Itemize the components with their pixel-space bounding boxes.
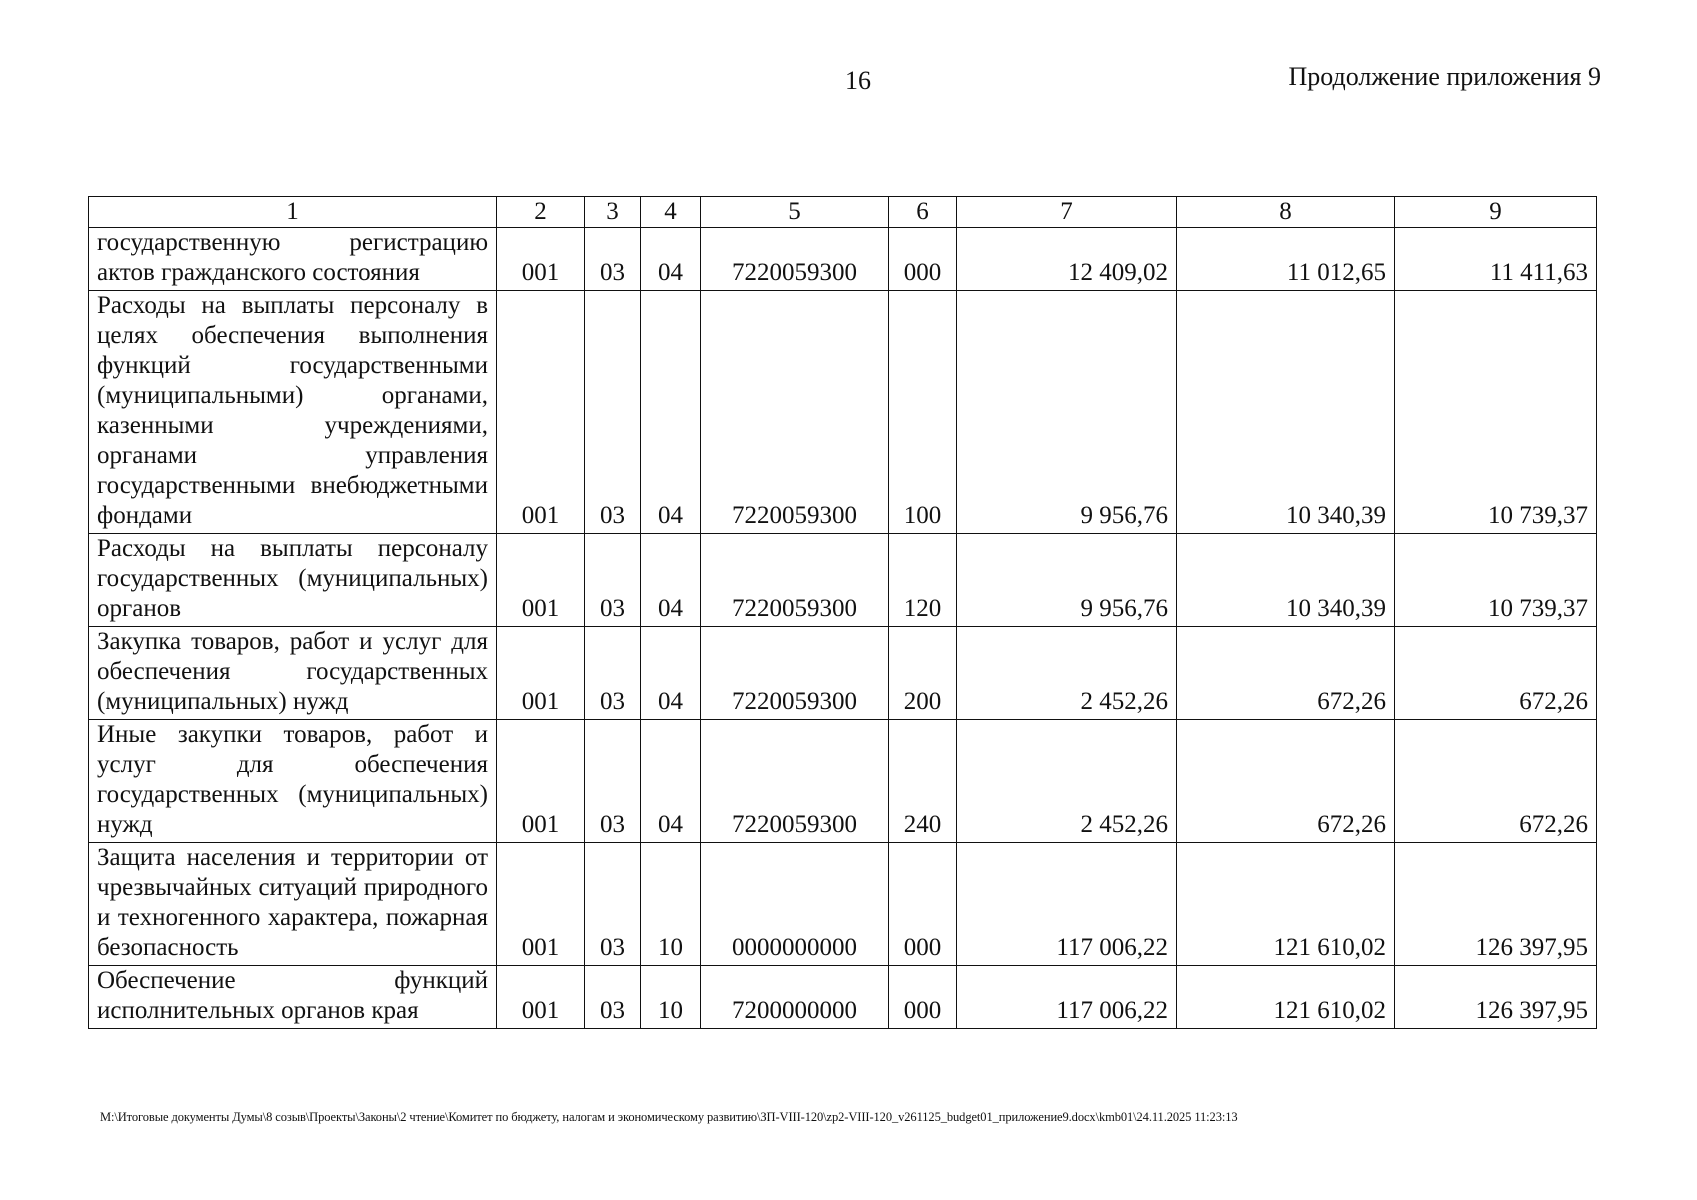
cell-expense-type: 200 — [889, 627, 957, 720]
row-name: государственную регистрацию актов гражданского состояния — [89, 228, 497, 291]
cell-target-article: 0000000000 — [701, 843, 889, 966]
table-row — [89, 291, 1597, 534]
table-header-row — [89, 197, 1597, 228]
table-row — [89, 627, 1597, 720]
cell-amount-col9: 10 739,37 — [1395, 534, 1597, 627]
cell-code: 001 — [497, 228, 585, 291]
cell-subsection: 04 — [641, 228, 701, 291]
continuation-label: Продолжение приложения 9 — [1288, 62, 1601, 91]
table-row — [89, 966, 1597, 1029]
cell-amount-col8: 11 012,65 — [1177, 228, 1395, 291]
column-header: 7 — [957, 197, 1177, 228]
column-header: 3 — [585, 197, 641, 228]
cell-subsection: 04 — [641, 627, 701, 720]
cell-subsection: 10 — [641, 966, 701, 1029]
cell-amount-col7: 2 452,26 — [957, 627, 1177, 720]
file-path-footer: M:\Итоговые документы Думы\8 созыв\Проекты\Законы\2 чтение\Комитет по бюджету, налогам и экономическому развитию\ЗП-VIII-120\zp2-VIII-120_v261125_budget01_приложение9.docx\kmb01\24.11.2025 11:23:13 — [100, 1110, 1238, 1124]
cell-section: 03 — [585, 720, 641, 843]
cell-code: 001 — [497, 627, 585, 720]
table-row — [89, 228, 1597, 291]
row-name: Обеспечение функций исполнительных органов края — [89, 966, 497, 1029]
cell-amount-col8: 121 610,02 — [1177, 966, 1395, 1029]
cell-amount-col9: 672,26 — [1395, 627, 1597, 720]
budget-table — [88, 196, 1597, 1029]
page-number: 16 — [845, 66, 871, 95]
row-name: Закупка товаров, работ и услуг для обеспечения государственных (муниципальных) нужд — [89, 627, 497, 720]
cell-expense-type: 000 — [889, 843, 957, 966]
cell-expense-type: 100 — [889, 291, 957, 534]
cell-amount-col9: 11 411,63 — [1395, 228, 1597, 291]
column-header: 4 — [641, 197, 701, 228]
cell-code: 001 — [497, 843, 585, 966]
column-header: 6 — [889, 197, 957, 228]
cell-section: 03 — [585, 966, 641, 1029]
cell-target-article: 7220059300 — [701, 228, 889, 291]
cell-section: 03 — [585, 843, 641, 966]
table-row — [89, 843, 1597, 966]
cell-expense-type: 000 — [889, 228, 957, 291]
cell-section: 03 — [585, 291, 641, 534]
column-header: 9 — [1395, 197, 1597, 228]
column-header: 8 — [1177, 197, 1395, 228]
cell-target-article: 7220059300 — [701, 627, 889, 720]
cell-amount-col9: 126 397,95 — [1395, 966, 1597, 1029]
cell-amount-col7: 117 006,22 — [957, 843, 1177, 966]
cell-amount-col8: 672,26 — [1177, 720, 1395, 843]
cell-section: 03 — [585, 228, 641, 291]
cell-amount-col8: 10 340,39 — [1177, 291, 1395, 534]
column-header: 1 — [89, 197, 497, 228]
cell-subsection: 04 — [641, 534, 701, 627]
cell-amount-col9: 126 397,95 — [1395, 843, 1597, 966]
cell-amount-col7: 9 956,76 — [957, 534, 1177, 627]
cell-target-article: 7200000000 — [701, 966, 889, 1029]
cell-expense-type: 120 — [889, 534, 957, 627]
cell-amount-col7: 12 409,02 — [957, 228, 1177, 291]
table-row — [89, 534, 1597, 627]
cell-expense-type: 240 — [889, 720, 957, 843]
row-name: Защита населения и территории от чрезвычайных ситуаций природного и техногенного характера, пожарная безопасность — [89, 843, 497, 966]
cell-target-article: 7220059300 — [701, 720, 889, 843]
row-name: Расходы на выплаты персоналу государственных (муниципальных) органов — [89, 534, 497, 627]
column-header: 2 — [497, 197, 585, 228]
cell-subsection: 04 — [641, 720, 701, 843]
cell-section: 03 — [585, 627, 641, 720]
cell-amount-col8: 121 610,02 — [1177, 843, 1395, 966]
cell-amount-col7: 2 452,26 — [957, 720, 1177, 843]
cell-code: 001 — [497, 534, 585, 627]
cell-section: 03 — [585, 534, 641, 627]
cell-amount-col9: 10 739,37 — [1395, 291, 1597, 534]
cell-amount-col8: 10 340,39 — [1177, 534, 1395, 627]
cell-amount-col7: 9 956,76 — [957, 291, 1177, 534]
cell-expense-type: 000 — [889, 966, 957, 1029]
row-name: Иные закупки товаров, работ и услуг для обеспечения государственных (муниципальных) нужд — [89, 720, 497, 843]
cell-amount-col9: 672,26 — [1395, 720, 1597, 843]
cell-subsection: 10 — [641, 843, 701, 966]
cell-amount-col7: 117 006,22 — [957, 966, 1177, 1029]
cell-code: 001 — [497, 291, 585, 534]
cell-amount-col8: 672,26 — [1177, 627, 1395, 720]
cell-code: 001 — [497, 720, 585, 843]
cell-code: 001 — [497, 966, 585, 1029]
table-row — [89, 720, 1597, 843]
column-header: 5 — [701, 197, 889, 228]
row-name: Расходы на выплаты персоналу в целях обеспечения выполнения функций государственными (муниципальными) органами, казенными учреждениями, органами управления государственными внебюджетными фондами — [89, 291, 497, 534]
cell-subsection: 04 — [641, 291, 701, 534]
cell-target-article: 7220059300 — [701, 291, 889, 534]
cell-target-article: 7220059300 — [701, 534, 889, 627]
